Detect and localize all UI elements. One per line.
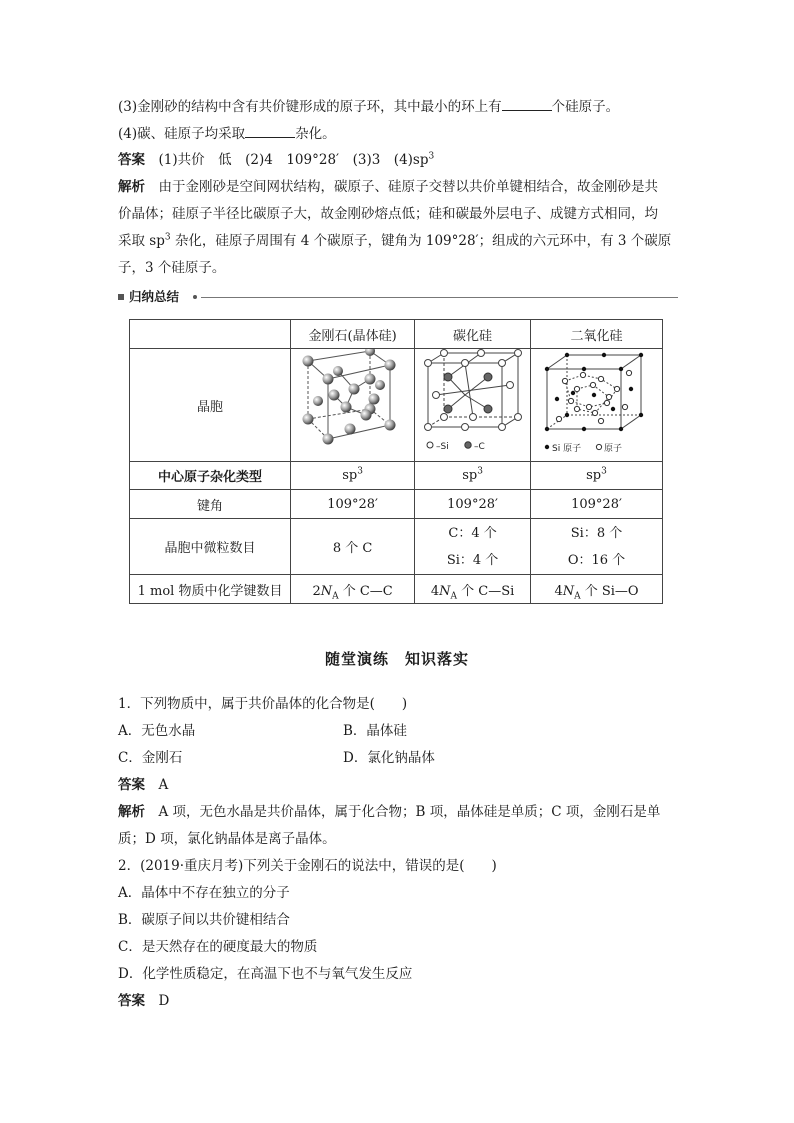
row-label: 晶胞: [130, 349, 291, 462]
table-row: [130, 462, 663, 490]
hybrid-sup: 3: [357, 466, 363, 477]
table-cell: [291, 575, 415, 604]
table-cell: [291, 462, 415, 490]
row-label: 1 mol 物质中化学键数目: [130, 575, 291, 604]
q1-answer-line: [118, 775, 168, 795]
question-3-text: (3)金刚砂的结构中含有共价键形成的原子环，其中最小的环上有: [118, 99, 502, 115]
bond-coef: 4: [430, 583, 440, 599]
q1-analysis-line-1: [118, 802, 660, 822]
answer-text: (1)共价 低 (2)4 109°28′ (3)3 (4)sp: [158, 152, 429, 168]
count-si: Si：8 个: [570, 525, 623, 541]
table-header-cell: [130, 320, 291, 349]
avogadro-sub: A: [574, 591, 581, 602]
bond-type: 个 C—Si: [456, 583, 515, 599]
avogadro-sub: A: [332, 591, 339, 602]
q2-option-c: C．是天然存在的硬度最大的物质: [118, 939, 318, 955]
answer-text: D: [158, 993, 170, 1009]
table-cell: [415, 519, 531, 575]
hybrid-sup: 3: [601, 466, 607, 477]
table-cell: [531, 575, 663, 604]
row-label: 晶胞中微粒数目: [130, 519, 291, 575]
answer-blank: [502, 96, 552, 111]
question-4-text: (4)碳、硅原子均采取: [118, 126, 246, 142]
table-cell: 109°28′: [415, 490, 531, 519]
table-row: [130, 349, 663, 462]
row-label: 中心原子杂化类型: [130, 462, 291, 490]
table-cell: [531, 462, 663, 490]
table-header-cell: 金刚石(晶体硅): [291, 320, 415, 349]
table-cell: 109°28′: [291, 490, 415, 519]
answer-blank: [245, 123, 295, 138]
q2-option-b: B．碳原子间以共价键相结合: [118, 912, 290, 928]
question-2-stem: 2．(2019·重庆月考)下列关于金刚石的说法中，错误的是( ): [118, 858, 497, 874]
q1-option-c: C．金刚石: [118, 750, 183, 766]
analysis-text: 采取 sp: [118, 233, 165, 249]
answer-text: A: [158, 777, 169, 793]
analysis-text: 价晶体；硅原子半径比碳原子大，故金刚砂熔点低；硅和碳最外层电子、成键方式相同，均: [118, 206, 658, 222]
sic-cell: [415, 349, 531, 462]
q2-option-d: D．化学性质稳定，在高温下也不与氧气发生反应: [118, 966, 413, 982]
diamond-cell: [291, 349, 415, 462]
answer-line: [118, 150, 434, 170]
question-1-stem: 1．下列物质中，属于共价晶体的化合物是( ): [118, 696, 408, 712]
table-cell: [531, 519, 663, 575]
summary-heading: [118, 289, 678, 305]
avogadro-sub: A: [450, 591, 457, 602]
dot-icon: [193, 295, 197, 299]
analysis-line-2: [118, 204, 658, 224]
table-cell: [415, 575, 531, 604]
table-header-row: [130, 320, 663, 349]
square-bullet-icon: [118, 294, 124, 300]
analysis-line-3: [118, 231, 671, 251]
heading-rule: [201, 297, 678, 298]
analysis-label: 解析: [118, 804, 145, 820]
table-row: [130, 575, 663, 604]
q1-analysis-line-2: 质；D 项，氯化钠晶体是离子晶体。: [118, 831, 336, 847]
analysis-text: 由于金刚砂是空间网状结构，碳原子、硅原子交替以共价单键相结合，故金刚砂是共: [158, 179, 658, 195]
summary-table: [129, 319, 663, 604]
avogadro-n: N: [439, 583, 451, 599]
analysis-text: A 项，无色水晶是共价晶体，属于化合物；B 项，晶体硅是单质；C 项，金刚石是单: [158, 804, 661, 820]
q1-option-a: A．无色水晶: [118, 723, 196, 739]
section-title: 随堂演练 知识落实: [324, 650, 469, 668]
answer-label: 答案: [118, 152, 145, 168]
avogadro-n: N: [320, 583, 333, 599]
table-row: [130, 490, 663, 519]
count-si: Si：4 个: [446, 552, 499, 568]
question-4-tail: 杂化。: [295, 126, 336, 142]
diamond-unit-cell-image: [294, 349, 412, 457]
hybrid-value: sp: [342, 468, 358, 483]
analysis-text: 杂化，硅原子周围有 4 个碳原子，键角为 109°28′；组成的六元环中，有 3 个碳原: [170, 233, 672, 249]
sio2-cell: [531, 349, 663, 462]
hybrid-value: sp: [586, 468, 602, 483]
si-atom-legend: Si 原子: [551, 444, 581, 454]
avogadro-n: N: [562, 583, 575, 599]
count-c: C：4 个: [448, 525, 497, 541]
q1-option-d: D．氯化钠晶体: [343, 750, 435, 766]
table-header-cell: 碳化硅: [415, 320, 531, 349]
sio2-unit-cell-image: [537, 349, 657, 457]
c-legend: –C: [473, 442, 485, 452]
table-cell: [415, 462, 531, 490]
analysis-line-4: [118, 258, 225, 278]
table-cell: 8 个 C: [291, 519, 415, 575]
si-legend: –Si: [435, 442, 449, 452]
row-label: 键角: [130, 490, 291, 519]
table-row: [130, 519, 663, 575]
analysis-line-1: [118, 177, 658, 197]
answer-sup: 3: [428, 151, 435, 162]
q2-answer-line: [118, 991, 169, 1011]
q1-option-b: B．晶体硅: [343, 723, 407, 739]
count-o: O：16 个: [567, 552, 626, 568]
question-3-line: [118, 96, 619, 117]
analysis-sup: 3: [164, 232, 171, 243]
answer-label: 答案: [118, 993, 145, 1009]
bond-coef: 4: [554, 583, 563, 599]
sic-unit-cell-image: [418, 349, 528, 457]
answer-label: 答案: [118, 777, 145, 793]
hybrid-sup: 3: [477, 466, 483, 477]
o-atom-legend: 原子: [603, 444, 622, 454]
hybrid-value: sp: [462, 468, 478, 483]
table-cell: 109°28′: [531, 490, 663, 519]
question-3-tail: 个硅原子。: [551, 99, 620, 115]
bond-coef: 2: [312, 583, 321, 599]
q2-option-a: A．晶体中不存在独立的分子: [118, 885, 290, 901]
analysis-label: 解析: [118, 179, 145, 195]
analysis-text: 子，3 个硅原子。: [118, 260, 226, 276]
table-header-cell: 二氧化硅: [531, 320, 663, 349]
bond-type: 个 C—C: [338, 583, 393, 599]
question-4-line: [118, 123, 336, 144]
bond-type: 个 Si—O: [580, 583, 639, 599]
summary-heading-label: 归纳总结: [129, 289, 180, 304]
